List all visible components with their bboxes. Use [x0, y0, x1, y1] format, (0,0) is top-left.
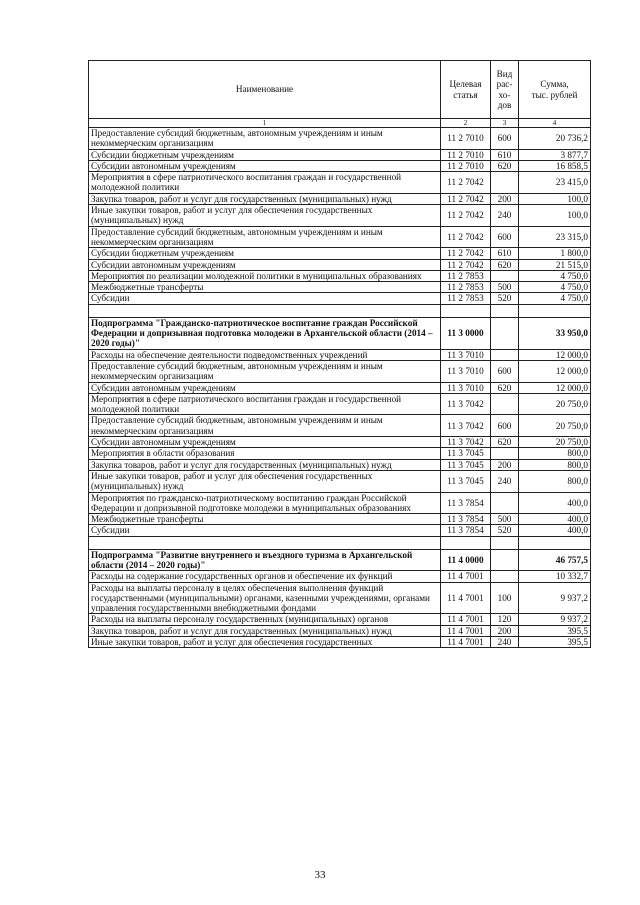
cell-article: 11 3 7854: [441, 514, 491, 525]
cell-sum: 1 800,0: [519, 248, 591, 259]
table-row: [89, 160, 591, 171]
cell-name: Расходы на содержание государственных органов и обеспечение их функций: [89, 571, 441, 582]
cell-name: Субсидии автономным учреждениям: [89, 437, 441, 448]
column-number: 3: [491, 119, 519, 128]
cell-article: 11 4 0000: [441, 549, 491, 571]
table-row: [89, 360, 591, 382]
cell-name: Иные закупки товаров, работ и услуг для обеспечения государственных (муниципальных) нужд: [89, 470, 441, 492]
cell-type: [491, 172, 519, 194]
cell-article: 11 2 7042: [441, 193, 491, 204]
cell-sum: 46 757,5: [519, 549, 591, 571]
cell-type: 620: [491, 382, 519, 393]
cell-type: 100: [491, 582, 519, 614]
cell-type: 200: [491, 193, 519, 204]
table-row: [89, 382, 591, 393]
cell-sum: 9 937,2: [519, 582, 591, 614]
cell-sum: 16 858,5: [519, 160, 591, 171]
cell-sum: 395,5: [519, 637, 591, 648]
cell-sum: 400,0: [519, 525, 591, 536]
header-type-line: дов: [497, 99, 512, 110]
cell-type: 520: [491, 293, 519, 304]
cell-article: 11 2 7853: [441, 270, 491, 281]
cell-sum: 800,0: [519, 448, 591, 459]
cell-name: Мероприятия по реализации молодежной политики в муниципальных образованиях: [89, 270, 441, 281]
cell-sum: 20 750,0: [519, 415, 591, 437]
cell-name: Мероприятия в области образования: [89, 448, 441, 459]
cell-sum: 800,0: [519, 459, 591, 470]
cell-name: Субсидии бюджетным учреждениям: [89, 248, 441, 259]
cell-sum: 3 877,7: [519, 149, 591, 160]
cell-article: 11 2 7042: [441, 205, 491, 227]
cell-article: 11 3 0000: [441, 317, 491, 349]
cell-name: Субсидии бюджетным учреждениям: [89, 149, 441, 160]
header-type-line: Вид: [496, 68, 513, 79]
table-row: [89, 415, 591, 437]
cell-sum: 4 750,0: [519, 282, 591, 293]
cell-name: Предоставление субсидий бюджетным, автономным учреждениям и иным некоммерческим организациям: [89, 226, 441, 248]
cell-sum: 12 000,0: [519, 349, 591, 360]
table-row: [89, 571, 591, 582]
cell-type: [491, 448, 519, 459]
cell-type: 610: [491, 248, 519, 259]
cell-name: Закупка товаров, работ и услуг для государственных (муниципальных) нужд: [89, 625, 441, 636]
table-row: [89, 205, 591, 227]
cell-type: 620: [491, 437, 519, 448]
cell-name: Иные закупки товаров, работ и услуг для обеспечения государственных (муниципальных) нужд: [89, 205, 441, 227]
cell-name: Иные закупки товаров, работ и услуг для обеспечения государственных: [89, 637, 441, 648]
cell-name: Субсидии: [89, 525, 441, 536]
cell-name: [89, 536, 441, 549]
cell-sum: 9 937,2: [519, 614, 591, 625]
cell-article: 11 4 7001: [441, 625, 491, 636]
cell-sum: [519, 304, 591, 317]
table-row: [89, 393, 591, 415]
table-row: [89, 614, 591, 625]
cell-sum: 20 750,0: [519, 393, 591, 415]
cell-name: Мероприятия в сфере патриотического воспитания граждан и государственной молодежной политики: [89, 172, 441, 194]
cell-name: Субсидии автономным учреждениям: [89, 259, 441, 270]
table-row: [89, 248, 591, 259]
header-sum-line: Сумма,: [540, 79, 569, 90]
cell-sum: 395,5: [519, 625, 591, 636]
header-row: [89, 61, 591, 119]
cell-sum: 33 950,0: [519, 317, 591, 349]
table-row: [89, 282, 591, 293]
column-number-row: [89, 119, 591, 128]
cell-name: Расходы на выплаты персоналу государственных (муниципальных) органов: [89, 614, 441, 625]
table-row: [89, 625, 591, 636]
column-number: 2: [441, 119, 491, 128]
cell-type: [491, 349, 519, 360]
cell-type: 600: [491, 128, 519, 150]
spacer-row: [89, 536, 591, 549]
cell-sum: 21 515,0: [519, 259, 591, 270]
header-type-line: рас-: [496, 79, 513, 90]
cell-article: 11 4 7001: [441, 637, 491, 648]
table-row: [89, 349, 591, 360]
cell-sum: 20 736,2: [519, 128, 591, 150]
cell-type: [491, 317, 519, 349]
table-row: [89, 448, 591, 459]
cell-name: Предоставление субсидий бюджетным, автономным учреждениям и иным некоммерческим организациям: [89, 415, 441, 437]
cell-sum: 100,0: [519, 193, 591, 204]
table-row: [89, 193, 591, 204]
cell-article: 11 2 7042: [441, 226, 491, 248]
cell-type: 520: [491, 525, 519, 536]
cell-name: Субсидии автономным учреждениям: [89, 382, 441, 393]
cell-type: [491, 492, 519, 514]
cell-sum: 100,0: [519, 205, 591, 227]
cell-article: 11 2 7042: [441, 172, 491, 194]
cell-type: 600: [491, 360, 519, 382]
cell-type: [491, 571, 519, 582]
cell-type: [491, 536, 519, 549]
table-row: [89, 128, 591, 150]
cell-name: Межбюджетные трансферты: [89, 514, 441, 525]
column-number: 1: [89, 119, 441, 128]
cell-article: 11 3 7010: [441, 382, 491, 393]
header-name: Наименование: [89, 61, 441, 119]
cell-type: 240: [491, 637, 519, 648]
cell-sum: 23 415,0: [519, 172, 591, 194]
table-body: [89, 128, 591, 648]
cell-article: 11 3 7045: [441, 459, 491, 470]
cell-type: 120: [491, 614, 519, 625]
subprogram-row: [89, 317, 591, 349]
cell-type: 240: [491, 470, 519, 492]
cell-type: 200: [491, 625, 519, 636]
cell-name: Межбюджетные трансферты: [89, 282, 441, 293]
cell-article: 11 4 7001: [441, 582, 491, 614]
cell-type: [491, 270, 519, 281]
cell-name: Предоставление субсидий бюджетным, автономным учреждениям и иным некоммерческим организациям: [89, 360, 441, 382]
table-row: [89, 470, 591, 492]
cell-sum: 800,0: [519, 470, 591, 492]
cell-article: 11 3 7042: [441, 437, 491, 448]
table-row: [89, 525, 591, 536]
cell-article: 11 4 7001: [441, 571, 491, 582]
cell-article: 11 4 7001: [441, 614, 491, 625]
budget-table: [88, 60, 591, 648]
table-row: [89, 514, 591, 525]
cell-name: Расходы на обеспечение деятельности подведомственных учреждений: [89, 349, 441, 360]
table-row: [89, 437, 591, 448]
cell-article: 11 2 7042: [441, 259, 491, 270]
cell-article: 11 2 7853: [441, 282, 491, 293]
cell-name: [89, 304, 441, 317]
cell-type: 610: [491, 149, 519, 160]
cell-sum: 12 000,0: [519, 382, 591, 393]
header-sum: [519, 61, 591, 119]
header-sum-line: тыс. рублей: [531, 89, 578, 100]
cell-sum: 400,0: [519, 514, 591, 525]
cell-article: 11 2 7010: [441, 149, 491, 160]
cell-type: [491, 393, 519, 415]
cell-type: 240: [491, 205, 519, 227]
table-row: [89, 293, 591, 304]
cell-article: 11 3 7854: [441, 525, 491, 536]
table-row: [89, 492, 591, 514]
cell-type: 620: [491, 160, 519, 171]
cell-article: 11 2 7853: [441, 293, 491, 304]
cell-article: [441, 536, 491, 549]
cell-article: 11 3 7010: [441, 360, 491, 382]
cell-type: 500: [491, 282, 519, 293]
cell-sum: 23 315,0: [519, 226, 591, 248]
cell-sum: 400,0: [519, 492, 591, 514]
cell-sum: 20 750,0: [519, 437, 591, 448]
cell-article: [441, 304, 491, 317]
cell-type: 600: [491, 226, 519, 248]
cell-sum: 10 332,7: [519, 571, 591, 582]
cell-name: Расходы на выплаты персоналу в целях обеспечения выполнения функций государственными (муниципальными) органами, казенными учреждениями, органами управления государственными внебюджетными фондами: [89, 582, 441, 614]
table-row: [89, 149, 591, 160]
table-row: [89, 459, 591, 470]
table-row: [89, 582, 591, 614]
header-type-line: хо-: [498, 89, 511, 100]
cell-name: Подпрограмма "Развитие внутреннего и въездного туризма в Архангельской области (2014 – 2020 годы)": [89, 549, 441, 571]
cell-article: 11 2 7042: [441, 248, 491, 259]
spacer-row: [89, 304, 591, 317]
cell-type: 500: [491, 514, 519, 525]
cell-sum: 4 750,0: [519, 293, 591, 304]
cell-article: 11 3 7045: [441, 470, 491, 492]
cell-article: 11 3 7045: [441, 448, 491, 459]
cell-name: Мероприятия в сфере патриотического воспитания граждан и государственной молодежной политики: [89, 393, 441, 415]
header-article: Целевая статья: [441, 61, 491, 119]
subprogram-row: [89, 549, 591, 571]
cell-name: Подпрограмма "Гражданско-патриотическое воспитание граждан Российской Федерации и допризывная подготовка молодежи в Архангельской области (2014 – 2020 годы)": [89, 317, 441, 349]
cell-name: Закупка товаров, работ и услуг для государственных (муниципальных) нужд: [89, 459, 441, 470]
cell-type: [491, 549, 519, 571]
column-number: 4: [519, 119, 591, 128]
cell-sum: 4 750,0: [519, 270, 591, 281]
cell-type: 600: [491, 415, 519, 437]
cell-sum: [519, 536, 591, 549]
cell-name: Субсидии автономным учреждениям: [89, 160, 441, 171]
cell-type: 620: [491, 259, 519, 270]
cell-type: 200: [491, 459, 519, 470]
cell-article: 11 2 7010: [441, 160, 491, 171]
header-type: [491, 61, 519, 119]
table-row: [89, 226, 591, 248]
cell-article: 11 3 7010: [441, 349, 491, 360]
cell-article: 11 2 7010: [441, 128, 491, 150]
cell-article: 11 3 7854: [441, 492, 491, 514]
cell-name: Предоставление субсидий бюджетным, автономным учреждениям и иным некоммерческим организациям: [89, 128, 441, 150]
cell-name: Субсидии: [89, 293, 441, 304]
cell-article: 11 3 7042: [441, 393, 491, 415]
cell-name: Закупка товаров, работ и услуг для государственных (муниципальных) нужд: [89, 193, 441, 204]
table-row: [89, 637, 591, 648]
cell-sum: 12 000,0: [519, 360, 591, 382]
cell-type: [491, 304, 519, 317]
page-number: 33: [314, 869, 326, 881]
table-row: [89, 259, 591, 270]
table-row: [89, 270, 591, 281]
cell-article: 11 3 7042: [441, 415, 491, 437]
table-row: [89, 172, 591, 194]
cell-name: Мероприятия по гражданско-патриотическому воспитанию граждан Российской Федерации и допризывной подготовке молодежи в муниципальных образованиях: [89, 492, 441, 514]
